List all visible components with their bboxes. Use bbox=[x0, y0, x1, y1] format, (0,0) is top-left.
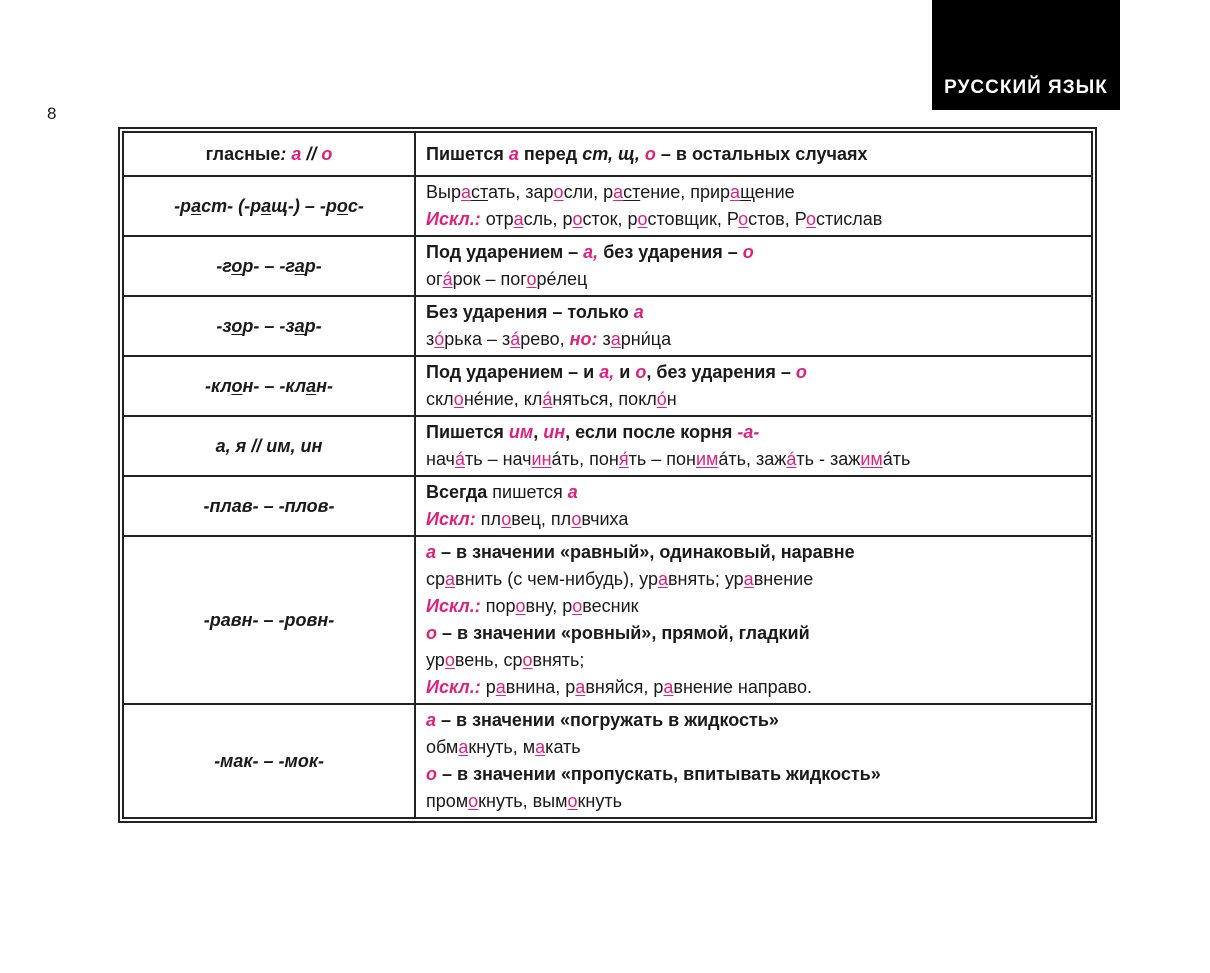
highlighted-letter: о bbox=[742, 242, 754, 262]
text-run: а bbox=[306, 375, 317, 396]
text-run: пром bbox=[426, 791, 469, 811]
rule-line bbox=[426, 593, 1083, 620]
highlighted-letter: а bbox=[535, 737, 546, 757]
highlighted-letter: о bbox=[637, 209, 648, 229]
text-run: рок – пог bbox=[452, 269, 527, 289]
text-run: а bbox=[261, 195, 272, 216]
highlighted-letter: а bbox=[657, 569, 668, 589]
text-run: ст bbox=[470, 182, 489, 202]
rule-line bbox=[426, 539, 1083, 566]
text-run: , bbox=[533, 422, 544, 442]
text-run: обм bbox=[426, 737, 459, 757]
highlighted-letter: а bbox=[610, 329, 621, 349]
highlighted-letter: о bbox=[426, 764, 437, 784]
highlighted-letter: -а- bbox=[737, 422, 760, 442]
text-run: стислав bbox=[815, 209, 883, 229]
rule-cell bbox=[415, 356, 1092, 416]
rule-row bbox=[123, 476, 1092, 536]
highlighted-letter: о bbox=[501, 509, 512, 529]
root-pattern bbox=[125, 253, 413, 280]
root-pattern bbox=[125, 373, 413, 400]
highlighted-letter: а bbox=[508, 143, 519, 164]
root-cell bbox=[123, 536, 415, 704]
text-run: кнуть bbox=[577, 791, 622, 811]
highlighted-letter: о bbox=[738, 209, 749, 229]
text-run: : bbox=[280, 143, 292, 164]
rule-cell bbox=[415, 416, 1092, 476]
text-run: и bbox=[614, 362, 636, 382]
rule-row bbox=[123, 356, 1092, 416]
root-cell bbox=[123, 704, 415, 818]
text-run: -р bbox=[174, 195, 192, 216]
highlighted-letter: я́ bbox=[618, 449, 629, 469]
text-run: – в остальных случаях bbox=[655, 143, 868, 164]
text-run: áть bbox=[882, 449, 911, 469]
highlighted-letter: а bbox=[458, 737, 469, 757]
text-run: н bbox=[666, 389, 677, 409]
text-run: пишется bbox=[487, 482, 568, 502]
highlighted-letter: а bbox=[513, 209, 524, 229]
root-cell bbox=[123, 236, 415, 296]
text-run: – в значении «ровный», прямой, гладкий bbox=[437, 623, 810, 643]
text-run: рька – з bbox=[444, 329, 511, 349]
highlighted-letter: а bbox=[575, 677, 586, 697]
text-run: ст- (-р bbox=[201, 195, 262, 216]
rule-row bbox=[123, 236, 1092, 296]
highlighted-letter: а bbox=[613, 182, 624, 202]
text-run: Под ударением – и bbox=[426, 362, 600, 382]
highlighted-letter: о bbox=[321, 143, 333, 164]
spelling-rules-table bbox=[122, 131, 1093, 819]
highlighted-letter: о bbox=[644, 143, 656, 164]
highlighted-letter: о bbox=[571, 509, 582, 529]
rule-line bbox=[426, 206, 1083, 233]
text-run: ст bbox=[623, 182, 641, 202]
text-run: о bbox=[231, 255, 243, 276]
highlighted-letter: о bbox=[572, 596, 583, 616]
text-run: рево, bbox=[520, 329, 570, 349]
highlighted-letter: а bbox=[426, 542, 437, 562]
highlighted-letter: а bbox=[663, 677, 674, 697]
highlighted-letter: о bbox=[526, 269, 537, 289]
rule-row bbox=[123, 176, 1092, 236]
highlighted-letter: а, bbox=[599, 362, 615, 382]
rule-cell bbox=[415, 704, 1092, 818]
text-run: -г bbox=[216, 255, 232, 276]
highlighted-letter: но: bbox=[569, 329, 598, 349]
highlighted-letter: ó bbox=[434, 329, 445, 349]
header-rule-cell bbox=[415, 132, 1092, 176]
highlighted-letter: о bbox=[522, 650, 533, 670]
text-run: нач bbox=[426, 449, 455, 469]
rule-row bbox=[123, 704, 1092, 818]
text-run: з bbox=[597, 329, 611, 349]
root-cell bbox=[123, 356, 415, 416]
text-run: áть, заж bbox=[718, 449, 787, 469]
highlighted-letter: а bbox=[460, 182, 471, 202]
text-run: Без ударения – только bbox=[426, 302, 634, 322]
highlighted-letter: а bbox=[743, 569, 754, 589]
rule-cell bbox=[415, 296, 1092, 356]
highlighted-letter: о bbox=[453, 389, 464, 409]
highlighted-letter: а, bbox=[583, 242, 599, 262]
rule-line bbox=[426, 179, 1083, 206]
text-run: перед bbox=[518, 143, 583, 164]
rule-line bbox=[426, 674, 1083, 701]
highlighted-letter: á bbox=[454, 449, 465, 469]
text-run: р- – -г bbox=[242, 255, 295, 276]
text-run: без ударения – bbox=[598, 242, 743, 262]
rule-line bbox=[426, 761, 1083, 788]
text-run: ть - заж bbox=[796, 449, 861, 469]
highlighted-letter: о bbox=[572, 209, 583, 229]
text-run: ст, щ, bbox=[582, 143, 640, 164]
text-run: Пишется bbox=[426, 143, 509, 164]
text-run: няться, покл bbox=[552, 389, 657, 409]
text-run: рéлец bbox=[536, 269, 588, 289]
text-run: нéние, кл bbox=[463, 389, 543, 409]
page-number: 8 bbox=[47, 104, 57, 123]
text-run: ение bbox=[754, 182, 795, 202]
text-run: а, я // им, ин bbox=[215, 435, 323, 456]
text-run: ение, прир bbox=[640, 182, 731, 202]
text-run: вень, ср bbox=[454, 650, 523, 670]
table-body bbox=[123, 132, 1092, 818]
text-run: сль, р bbox=[523, 209, 573, 229]
text-run: – в значении «пропускать, впитывать жидкость» bbox=[437, 764, 881, 784]
rule-line bbox=[426, 419, 1083, 446]
text-run: , без ударения – bbox=[646, 362, 796, 382]
header-root-cell bbox=[123, 132, 415, 176]
text-run: ср bbox=[426, 569, 446, 589]
highlighted-letter: о bbox=[567, 791, 578, 811]
rule-line bbox=[426, 788, 1083, 815]
root-pattern bbox=[125, 493, 413, 520]
rule-row bbox=[123, 536, 1092, 704]
text-run: -плав- – -плов- bbox=[203, 495, 335, 516]
text-run: стовщик, Р bbox=[647, 209, 739, 229]
highlighted-letter: им bbox=[860, 449, 883, 469]
rule-line bbox=[426, 299, 1083, 326]
root-pattern bbox=[125, 748, 413, 775]
text-run: о bbox=[231, 315, 243, 336]
text-run: ть – пон bbox=[628, 449, 696, 469]
highlighted-letter: а bbox=[567, 482, 578, 502]
text-run: вец, пл bbox=[511, 509, 572, 529]
text-run: скл bbox=[426, 389, 454, 409]
text-run: вчиха bbox=[581, 509, 629, 529]
rule-line bbox=[426, 566, 1083, 593]
rule-line bbox=[426, 620, 1083, 647]
highlighted-letter: о bbox=[635, 362, 647, 382]
text-run: ать, зар bbox=[488, 182, 554, 202]
text-run: Под ударением – bbox=[426, 242, 584, 262]
root-pattern bbox=[125, 313, 413, 340]
text-run: ть – нач bbox=[464, 449, 532, 469]
root-pattern bbox=[125, 607, 413, 634]
text-run: рни́ца bbox=[620, 329, 672, 349]
text-run: áть, пон bbox=[551, 449, 619, 469]
rule-line bbox=[426, 707, 1083, 734]
root-cell bbox=[123, 476, 415, 536]
text-run: внение направо. bbox=[673, 677, 813, 697]
text-run: пл bbox=[475, 509, 502, 529]
highlighted-letter: о bbox=[515, 596, 526, 616]
highlighted-letter: Искл.: bbox=[426, 209, 481, 229]
rule-line bbox=[426, 506, 1083, 533]
text-run: а bbox=[294, 315, 305, 336]
header-row bbox=[123, 132, 1092, 176]
rule-cell bbox=[415, 236, 1092, 296]
text-run: н- bbox=[316, 375, 334, 396]
subject-banner: РУССКИЙ ЯЗЫК bbox=[932, 0, 1120, 110]
text-run: внять; ур bbox=[667, 569, 744, 589]
highlighted-letter: ин bbox=[531, 449, 552, 469]
text-run: щ bbox=[740, 182, 755, 202]
header-root-text bbox=[125, 141, 413, 168]
highlighted-letter: им bbox=[508, 422, 534, 442]
rule-cell bbox=[415, 476, 1092, 536]
text-run: а bbox=[294, 255, 305, 276]
text-run: Всегда bbox=[426, 482, 488, 502]
highlighted-letter: Искл.: bbox=[426, 677, 481, 697]
highlighted-letter: Искл.: bbox=[426, 596, 481, 616]
text-run: -мак- – -мок- bbox=[214, 750, 324, 771]
text-run: сли, р bbox=[563, 182, 614, 202]
text-run: -равн- – -ровн- bbox=[203, 609, 335, 630]
text-run: кнуть, вым bbox=[478, 791, 568, 811]
highlighted-letter: á bbox=[442, 269, 453, 289]
text-run: о bbox=[231, 375, 243, 396]
text-run: ог bbox=[426, 269, 443, 289]
text-run: з bbox=[426, 329, 435, 349]
highlighted-letter: а bbox=[495, 677, 506, 697]
rule-line bbox=[426, 647, 1083, 674]
text-run: внить (с чем-нибудь), ур bbox=[455, 569, 658, 589]
text-run: , если после корня bbox=[565, 422, 738, 442]
highlighted-letter: о bbox=[426, 623, 437, 643]
text-run: о bbox=[336, 195, 348, 216]
text-run: стов, Р bbox=[748, 209, 806, 229]
text-run: внять; bbox=[532, 650, 585, 670]
text-run: вну, р bbox=[525, 596, 573, 616]
rule-line bbox=[426, 446, 1083, 473]
rule-cell bbox=[415, 176, 1092, 236]
text-run: ур bbox=[426, 650, 445, 670]
rule-line bbox=[426, 359, 1083, 386]
highlighted-letter: а bbox=[445, 569, 456, 589]
text-run: вняйся, р bbox=[585, 677, 664, 697]
highlighted-letter: о bbox=[444, 650, 455, 670]
header-rule-text bbox=[426, 141, 1083, 168]
rule-row bbox=[123, 416, 1092, 476]
text-run: отр bbox=[480, 209, 514, 229]
text-run: – в значении «погружать в жидкость» bbox=[436, 710, 779, 730]
root-cell bbox=[123, 296, 415, 356]
highlighted-letter: а bbox=[633, 302, 644, 322]
highlighted-letter: о bbox=[795, 362, 807, 382]
text-run: а bbox=[191, 195, 202, 216]
text-run: Пишется bbox=[426, 422, 509, 442]
rule-line bbox=[426, 266, 1083, 293]
text-run: р bbox=[480, 677, 496, 697]
text-run: // bbox=[301, 143, 322, 164]
rule-row bbox=[123, 296, 1092, 356]
text-run: Выр bbox=[426, 182, 461, 202]
rule-cell bbox=[415, 536, 1092, 704]
text-run: р- – -з bbox=[242, 315, 295, 336]
text-run: с- bbox=[347, 195, 364, 216]
highlighted-letter: а bbox=[426, 710, 437, 730]
rule-line bbox=[426, 326, 1083, 353]
highlighted-letter: а bbox=[291, 143, 302, 164]
highlighted-letter: Искл: bbox=[426, 509, 476, 529]
root-cell bbox=[123, 416, 415, 476]
highlighted-letter: им bbox=[695, 449, 719, 469]
text-run: н- – -кл bbox=[242, 375, 307, 396]
rule-line bbox=[426, 386, 1083, 413]
rule-line bbox=[426, 734, 1083, 761]
highlighted-letter: á bbox=[786, 449, 797, 469]
text-run: весник bbox=[582, 596, 639, 616]
highlighted-letter: а bbox=[730, 182, 741, 202]
highlighted-letter: ин bbox=[543, 422, 566, 442]
text-run: р- bbox=[304, 315, 322, 336]
text-run: внение bbox=[753, 569, 814, 589]
text-run: гласные bbox=[205, 143, 281, 164]
highlighted-letter: о bbox=[553, 182, 564, 202]
highlighted-letter: о bbox=[468, 791, 479, 811]
text-run: – в значении «равный», одинаковый, наравне bbox=[436, 542, 855, 562]
highlighted-letter: á bbox=[542, 389, 553, 409]
text-run: кнуть, м bbox=[468, 737, 536, 757]
highlighted-letter: á bbox=[510, 329, 521, 349]
rule-line bbox=[426, 479, 1083, 506]
text-run: пор bbox=[480, 596, 516, 616]
text-run: р- bbox=[304, 255, 322, 276]
rule-line bbox=[426, 239, 1083, 266]
text-run: кать bbox=[545, 737, 581, 757]
text-run: -з bbox=[216, 315, 232, 336]
text-run: сток, р bbox=[582, 209, 638, 229]
text-run: внина, р bbox=[505, 677, 576, 697]
highlighted-letter: ó bbox=[656, 389, 667, 409]
text-run: щ-) – -р bbox=[271, 195, 337, 216]
highlighted-letter: о bbox=[805, 209, 816, 229]
root-pattern bbox=[125, 193, 413, 220]
root-cell bbox=[123, 176, 415, 236]
root-pattern bbox=[125, 433, 413, 460]
text-run: -кл bbox=[204, 375, 232, 396]
